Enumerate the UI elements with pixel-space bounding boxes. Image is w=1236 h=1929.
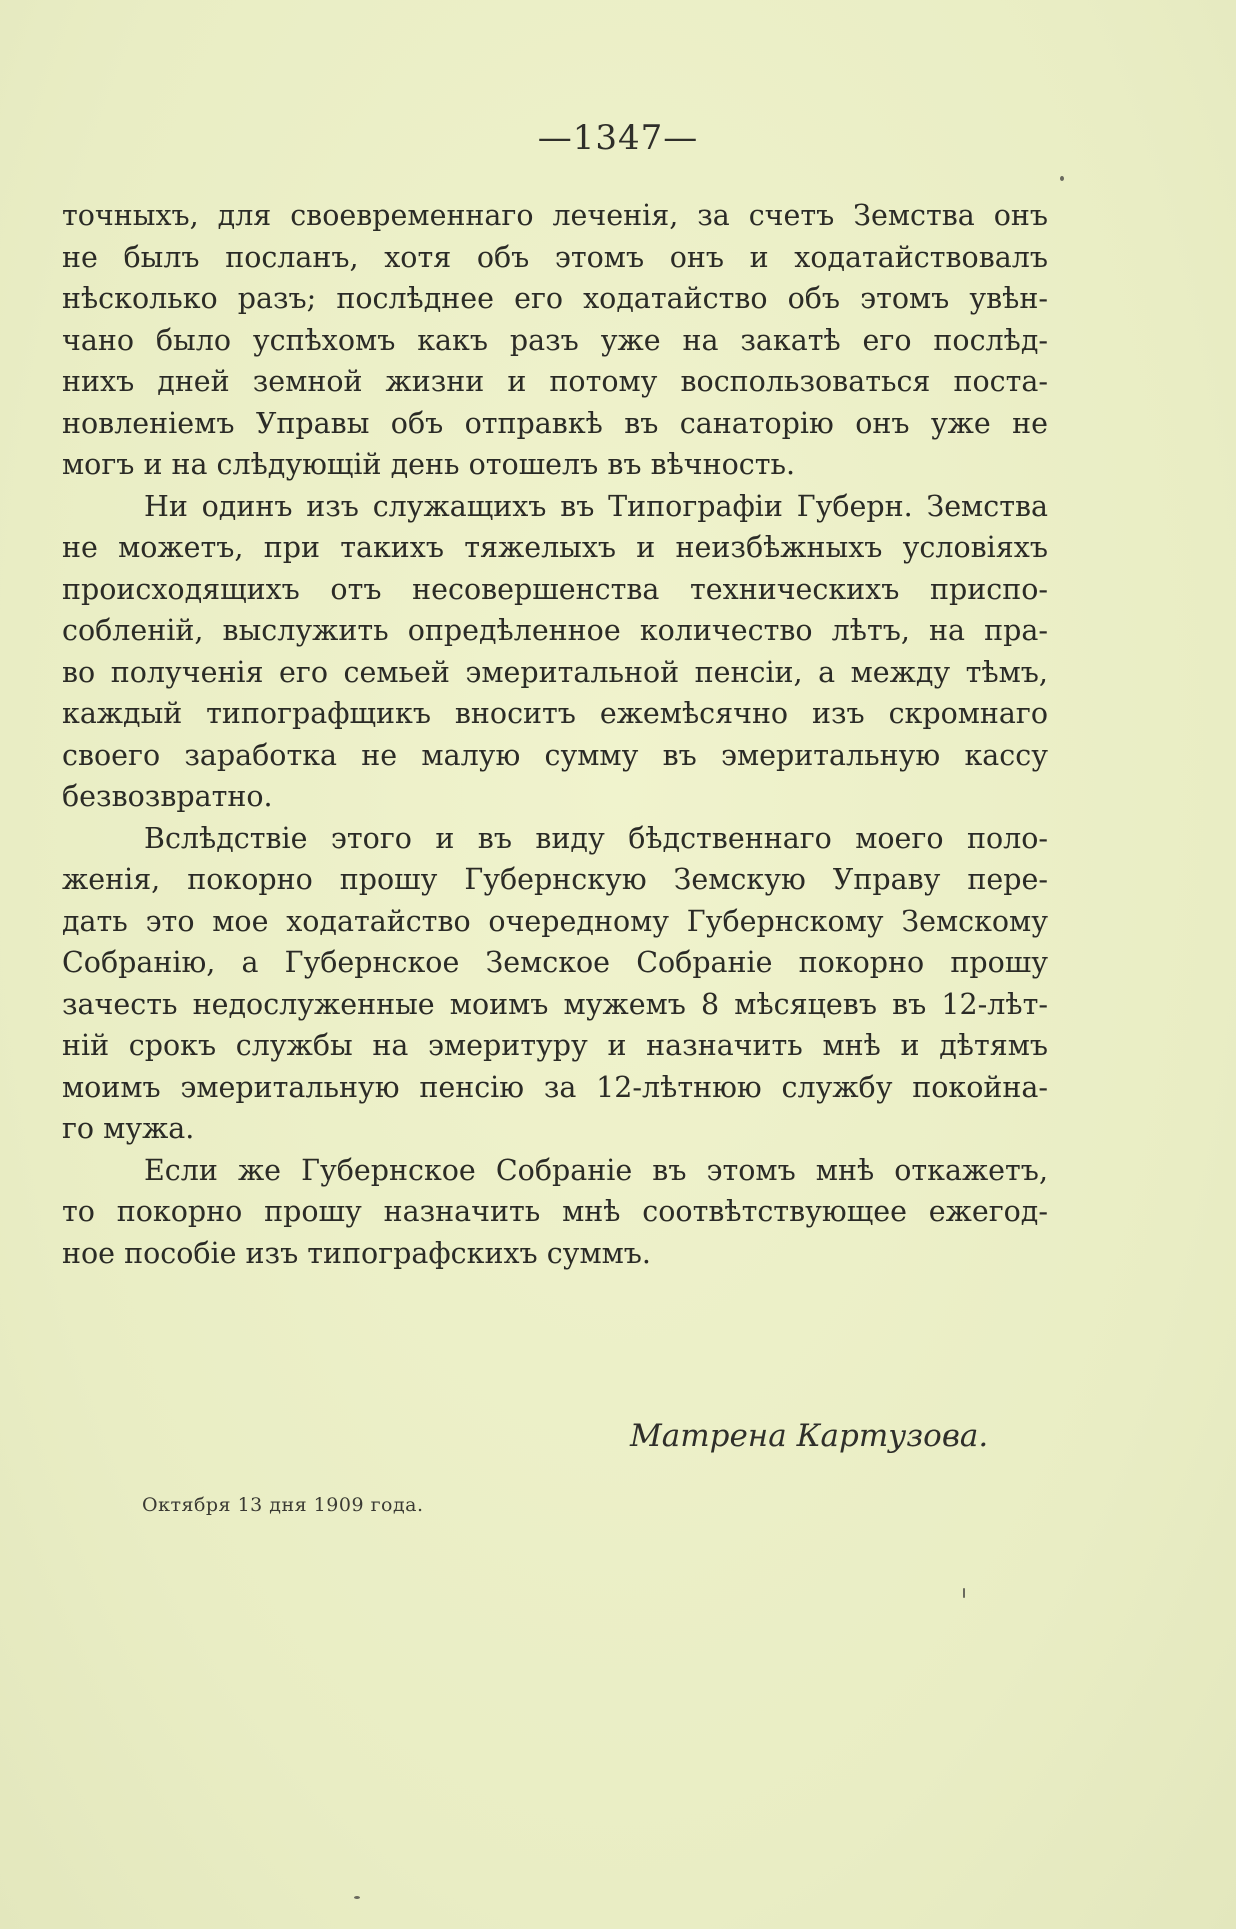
text-line: го мужа. — [62, 1112, 195, 1145]
text-line: нѣсколько разъ; послѣднее его ходатайство объ этомъ увѣн- — [62, 282, 1048, 315]
scan-speck — [1060, 176, 1064, 181]
text-line: то покорно прошу назначить мнѣ соотвѣтствующее ежегод- — [62, 1195, 1048, 1228]
text-line: не былъ посланъ, хотя объ этомъ онъ и ходатайствовалъ — [62, 240, 1048, 274]
text-line: собленій, выслужить опредѣленное количество лѣтъ, на пра- — [62, 614, 1048, 647]
scan-speck — [354, 1896, 360, 1899]
text-line: нихъ дней земной жизни и потому воспользоваться поста- — [62, 365, 1048, 398]
text-line: новленіемъ Управы объ отправкѣ въ санаторію онъ уже не — [62, 406, 1048, 440]
signature: Матрена Картузова. — [630, 1418, 989, 1454]
page-number: —1347— — [537, 118, 699, 158]
text-line: чано было успѣхомъ какъ разъ уже на закатѣ его послѣд- — [62, 323, 1048, 357]
text-line: точныхъ, для своевременнаго леченія, за счетъ Земства онъ — [62, 199, 1048, 232]
scan-speck — [963, 1588, 965, 1598]
text-line: безвозвратно. — [62, 780, 273, 813]
text-line: каждый типографщикъ вноситъ ежемѣсячно изъ скромнаго — [62, 697, 1048, 730]
text-line: зачесть недослуженные моимъ мужемъ 8 мѣсяцевъ въ 12-лѣт- — [62, 987, 1048, 1021]
text-line: не можетъ, при такихъ тяжелыхъ и неизбѣжныхъ условіяхъ — [62, 531, 1048, 564]
text-line: ное пособіе изъ типографскихъ суммъ. — [62, 1236, 651, 1270]
text-line: Собранію, а Губернское Земское Собраніе покорно прошу — [62, 946, 1048, 979]
text-line: моимъ эмеритальную пенсію за 12-лѣтнюю службу покойна- — [62, 1070, 1048, 1104]
text-line: Вслѣдствіе этого и въ виду бѣдственнаго моего поло- — [144, 821, 1048, 855]
text-line: своего заработка не малую сумму въ эмеритальную кассу — [62, 738, 1048, 772]
date-line: Октября 13 дня 1909 года. — [142, 1494, 424, 1516]
text-line: Ни одинъ изъ служащихъ въ Типографіи Губерн. Земства — [144, 489, 1048, 523]
text-line: ній срокъ службы на эмеритуру и назначить мнѣ и дѣтямъ — [62, 1029, 1048, 1062]
text-line: женія, покорно прошу Губернскую Земскую Управу пере- — [62, 863, 1048, 896]
text-line: могъ и на слѣдующій день отошелъ въ вѣчность. — [62, 448, 796, 481]
text-line: во полученія его семьей эмеритальной пенсіи, а между тѣмъ, — [62, 655, 1048, 689]
body-text — [62, 195, 1048, 1274]
text-line: дать это мое ходатайство очередному Губернскому Земскому — [62, 904, 1048, 938]
text-line: происходящихъ отъ несовершенства техническихъ приспо- — [62, 572, 1048, 606]
text-line: Если же Губернское Собраніе въ этомъ мнѣ откажетъ, — [144, 1153, 1048, 1187]
